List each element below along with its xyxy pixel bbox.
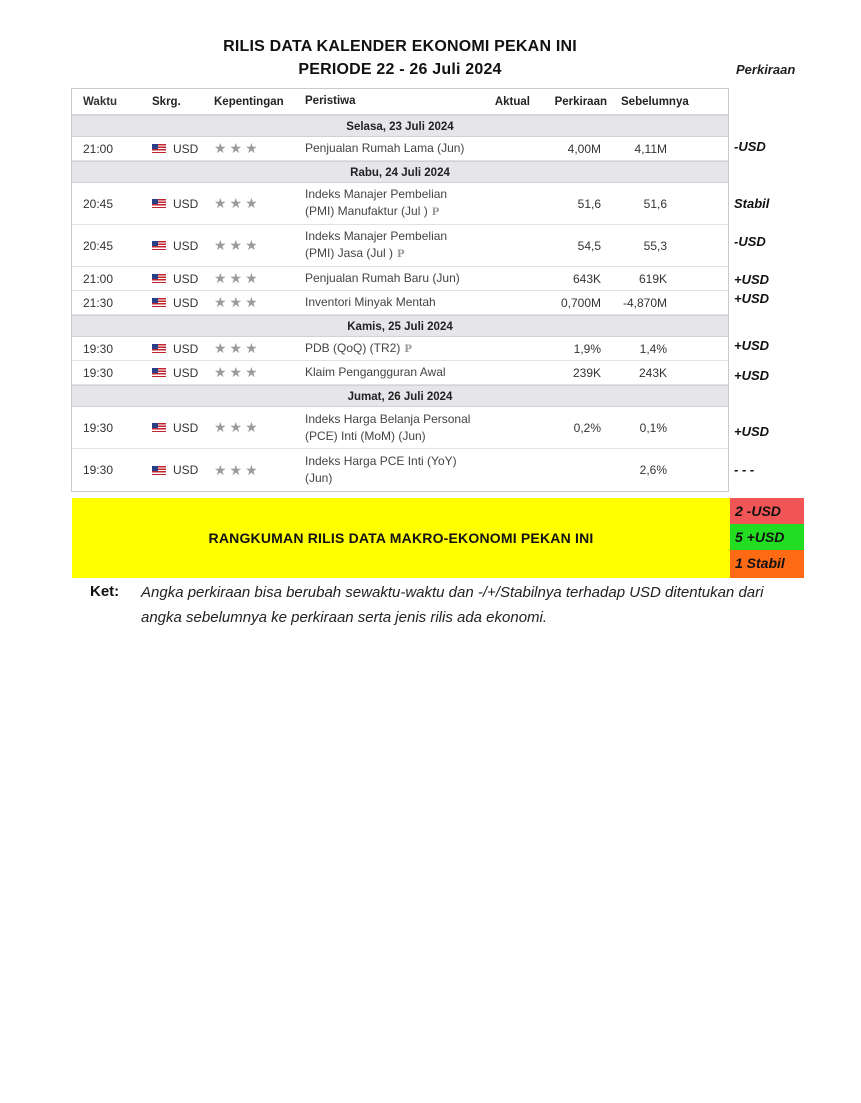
note-label: Ket: — [90, 583, 120, 600]
event-currency — [138, 142, 202, 156]
impact-label: Stabil — [734, 196, 770, 211]
preliminary-p-icon: P — [431, 207, 440, 218]
event-name — [293, 294, 477, 311]
importance-stars-icon: ★★★ — [214, 140, 261, 156]
event-name — [293, 364, 477, 381]
event-time: 19:30 — [83, 420, 114, 435]
event-name-line2: (PMI) Jasa (Jul ) — [305, 246, 394, 260]
note-text: Angka perkiraan bisa berubah sewaktu-waktu dan -/+/Stabilnya terhadap USD ditentukan dari angka sebelumnya ke perkiraan serta jenis rilis ada ekonomi. — [141, 584, 764, 626]
event-name-line1: Penjualan Rumah Lama (Jun) — [305, 141, 465, 155]
event-name-line1: Inventori Minyak Mentah — [305, 295, 436, 309]
currency-code: USD — [173, 271, 199, 286]
table-row — [72, 449, 728, 491]
economic-calendar-table — [71, 88, 729, 492]
event-forecast: 0,700M — [560, 295, 601, 310]
event-name-line1: Indeks Manajer Pembelian — [305, 187, 448, 201]
event-forecast: 0,2% — [573, 420, 601, 435]
importance-stars-icon: ★★★ — [214, 294, 261, 310]
event-forecast: 643K — [572, 271, 601, 286]
event-currency — [138, 463, 202, 477]
importance-stars-icon: ★★★ — [214, 419, 261, 435]
event-time: 21:00 — [83, 141, 114, 156]
table-row — [72, 337, 728, 361]
event-previous: 1,4% — [639, 341, 667, 356]
page-subtitle-period: PERIODE 22 - 26 Juli 2024 — [298, 61, 502, 78]
preliminary-p-icon: P — [404, 343, 412, 355]
impact-label: +USD — [734, 291, 770, 306]
impact-label: +USD — [734, 368, 770, 383]
header-currency: Skrg. — [152, 95, 181, 108]
event-forecast: 239K — [572, 365, 601, 380]
currency-code: USD — [173, 365, 199, 380]
us-flag-icon — [152, 466, 166, 475]
currency-code: USD — [173, 141, 199, 156]
event-name — [293, 140, 477, 157]
impact-label: -USD — [734, 234, 766, 249]
importance-stars-icon: ★★★ — [214, 195, 261, 211]
event-name-line1: Indeks Manajer Pembelian — [305, 229, 448, 243]
event-name — [293, 411, 477, 445]
summary-stable-count: 1 Stabil — [730, 550, 804, 578]
day-header: Jumat, 26 Juli 2024 — [72, 385, 728, 407]
impact-label: -USD — [734, 139, 766, 154]
event-name-line1: Indeks Harga Belanja Personal — [305, 411, 471, 426]
event-time: 19:30 — [83, 341, 114, 356]
us-flag-icon — [152, 423, 166, 432]
event-forecast: 4,00M — [567, 141, 601, 156]
table-row — [72, 267, 728, 291]
summary-banner — [72, 498, 730, 578]
event-previous: 2,6% — [639, 463, 667, 477]
table-row — [72, 183, 728, 225]
header-actual: Aktual — [494, 95, 530, 108]
impact-label: +USD — [734, 338, 770, 353]
event-time: 20:45 — [83, 196, 114, 211]
currency-code: USD — [173, 196, 199, 211]
event-time: 21:30 — [83, 295, 114, 310]
summary-negative-count: 2 -USD — [730, 498, 804, 524]
header-previous: Sebelumnya — [621, 95, 689, 108]
currency-code: USD — [173, 238, 199, 253]
event-name-line1: PDB (QoQ) (TR2) — [305, 340, 401, 355]
event-currency — [138, 342, 202, 356]
us-flag-icon — [152, 144, 166, 153]
importance-stars-icon: ★★★ — [214, 461, 261, 478]
event-currency — [138, 272, 202, 286]
event-forecast: 54,5 — [577, 238, 601, 253]
table-row — [72, 225, 728, 267]
summary-positive-count: 5 +USD — [730, 524, 804, 550]
day-header: Selasa, 23 Juli 2024 — [72, 115, 728, 137]
event-name — [293, 453, 477, 487]
table-header-row — [72, 89, 728, 115]
event-name — [293, 270, 477, 287]
header-time: Waktu — [83, 95, 118, 108]
event-name-line2: (PCE) Inti (MoM) (Jun) — [305, 428, 426, 443]
event-currency — [138, 421, 202, 435]
event-name — [293, 186, 477, 221]
importance-stars-icon: ★★★ — [214, 237, 261, 253]
event-time: 19:30 — [83, 365, 114, 380]
summary-label: RANGKUMAN RILIS DATA MAKRO-EKONOMI PEKAN INI — [208, 530, 594, 546]
event-currency — [138, 197, 202, 211]
table-row — [72, 361, 728, 385]
event-name-line2: (Jun) — [305, 471, 333, 485]
page-title: RILIS DATA KALENDER EKONOMI PEKAN INI — [223, 38, 577, 55]
table-row — [72, 137, 728, 161]
event-currency — [138, 296, 202, 310]
table-row — [72, 291, 728, 315]
currency-code: USD — [173, 341, 199, 356]
impact-label: +USD — [734, 272, 770, 287]
currency-code: USD — [173, 295, 199, 310]
event-currency — [138, 239, 202, 253]
table-row — [72, 407, 728, 449]
event-previous: 4,11M — [634, 141, 667, 156]
us-flag-icon — [152, 298, 166, 307]
event-time: 19:30 — [83, 463, 114, 477]
impact-label: - - - — [734, 462, 755, 477]
currency-code: USD — [173, 420, 199, 435]
event-forecast: 51,6 — [577, 196, 601, 211]
event-previous: 619K — [638, 271, 667, 286]
event-forecast: 1,9% — [573, 341, 601, 356]
impact-column-header: Perkiraan — [736, 62, 796, 77]
event-previous: 243K — [638, 365, 667, 380]
event-time: 21:00 — [83, 271, 114, 286]
header-event: Peristiwa — [305, 95, 356, 107]
event-name — [293, 228, 477, 263]
event-previous: -4,870M — [622, 295, 667, 310]
day-header: Rabu, 24 Juli 2024 — [72, 161, 728, 183]
day-header: Kamis, 25 Juli 2024 — [72, 315, 728, 337]
importance-stars-icon: ★★★ — [214, 340, 261, 356]
event-name-line1: Klaim Pengangguran Awal — [305, 365, 446, 379]
event-time: 20:45 — [83, 238, 114, 253]
us-flag-icon — [152, 241, 166, 250]
event-name — [293, 340, 477, 358]
event-name-line2: (PMI) Manufaktur (Jul ) — [305, 204, 428, 218]
event-previous: 0,1% — [639, 420, 667, 435]
preliminary-p-icon: P — [397, 249, 405, 260]
us-flag-icon — [152, 344, 166, 353]
us-flag-icon — [152, 274, 166, 283]
impact-label: +USD — [734, 424, 770, 439]
importance-stars-icon: ★★★ — [214, 364, 261, 380]
us-flag-icon — [152, 199, 166, 208]
us-flag-icon — [152, 368, 166, 377]
event-name-line1: Penjualan Rumah Baru (Jun) — [305, 271, 460, 285]
currency-code: USD — [173, 463, 199, 477]
event-currency — [138, 366, 202, 380]
header-forecast: Perkiraan — [554, 95, 607, 108]
event-previous: 55,3 — [643, 238, 667, 253]
event-previous: 51,6 — [643, 196, 667, 211]
event-name-line1: Indeks Harga PCE Inti (YoY) — [305, 454, 457, 468]
header-importance: Kepentingan — [214, 95, 284, 108]
importance-stars-icon: ★★★ — [214, 270, 261, 286]
